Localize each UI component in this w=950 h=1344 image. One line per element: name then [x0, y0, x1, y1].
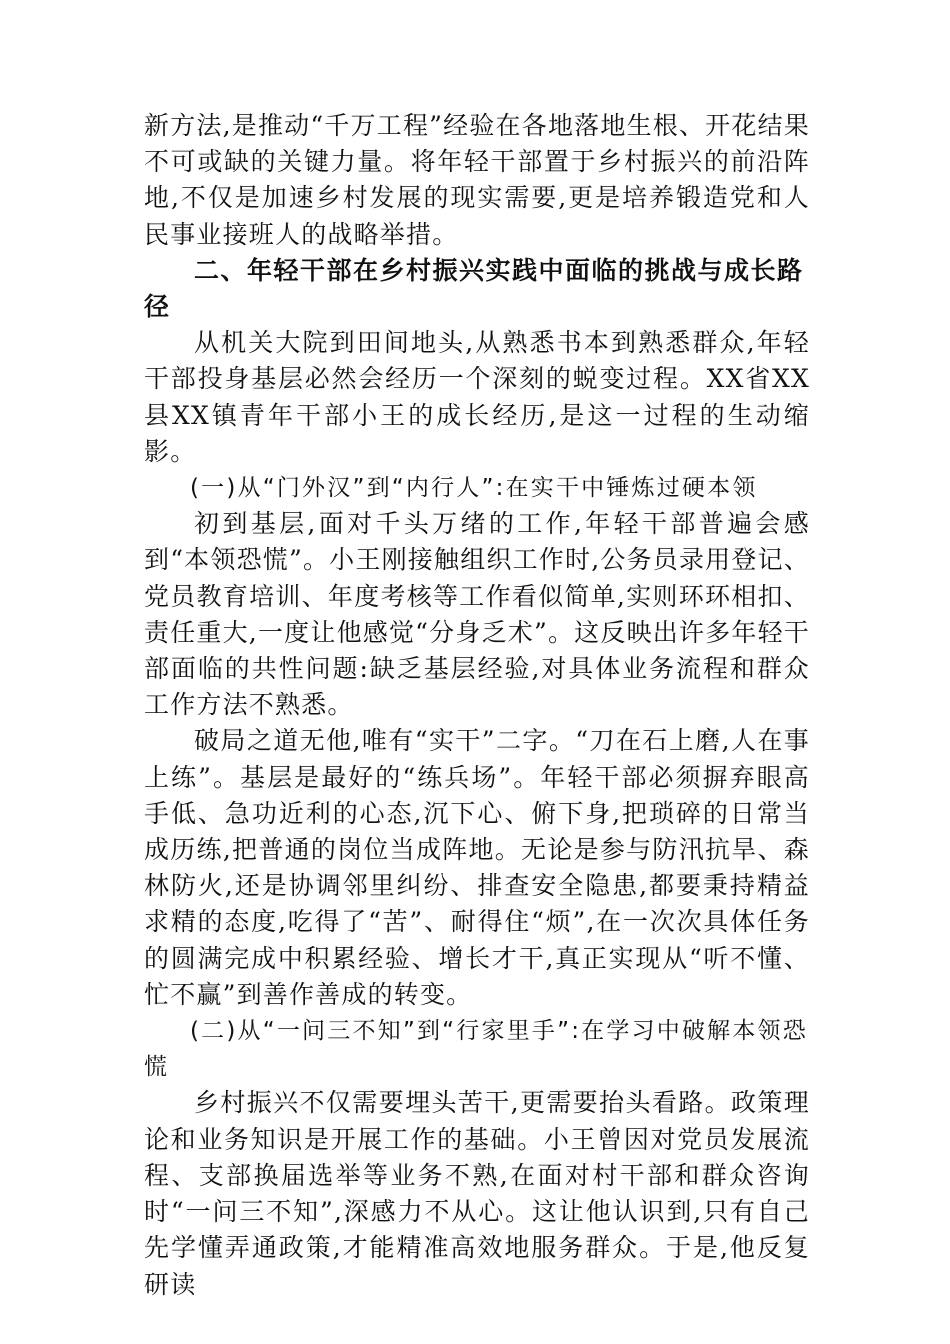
sub-heading-2: (二)从“一问三不知”到“行家里手”:在学习中破解本领恐慌 — [144, 1018, 808, 1081]
paragraph: 初到基层,面对千头万绪的工作,年轻干部普遍会感到“本领恐慌”。小王刚接触组织工作时,公务员录用登记、党员教育培训、年度考核等工作看似简单,实则环环相扣、责任重大,一度让他感觉“分身乏术”。这反映出许多年轻干部面临的共性问题:缺乏基层经验,对具体业务流程和群众工作方法不熟悉。 — [144, 509, 810, 720]
section-heading-2: 二、年轻干部在乡村振兴实践中面临的挑战与成长路径 — [144, 255, 804, 322]
paragraph: 乡村振兴不仅需要埋头苦干,更需要抬头看路。政策理论和业务知识是开展工作的基础。小王曾因对党员发展流程、支部换届选举等业务不熟,在面对村干部和群众咨询时“一问三不知”,深感力不从心。这让他认识到,只有自己先学懂弄通政策,才能精准高效地服务群众。于是,他反复研读 — [144, 1088, 810, 1299]
paragraph-continued: 新方法,是推动“千万工程”经验在各地落地生根、开花结果不可或缺的关键力量。将年轻干部置于乡村振兴的前沿阵地,不仅是加速乡村发展的现实需要,更是培养锻造党和人民事业接班人的战略举措。 — [144, 111, 810, 249]
paragraph: 破局之道无他,唯有“实干”二字。“刀在石上磨,人在事上练”。基层是最好的“练兵场”。年轻干部必须摒弃眼高手低、急功近利的心态,沉下心、俯下身,把琐碎的日常当成历练,把普通的岗位当成阵地。无论是参与防汛抗旱、森林防火,还是协调邻里纠纷、排查安全隐患,都要秉持精益求精的态度,吃得了“苦”、耐得住“烦”,在一次次具体任务的圆满完成中积累经验、增长才干,真正实现从“听不懂、忙不赢”到善作善成的转变。 — [144, 726, 810, 1009]
document-page — [144, 108, 810, 1303]
sub-heading-1: (一)从“门外汉”到“内行人”:在实干中锤炼过硬本领 — [190, 475, 758, 502]
paragraph: 从机关大院到田间地头,从熟悉书本到熟悉群众,年轻干部投身基层必然会经历一个深刻的蜕变过程。XX省XX县XX镇青年干部小王的成长经历,是这一过程的生动缩影。 — [144, 328, 810, 466]
